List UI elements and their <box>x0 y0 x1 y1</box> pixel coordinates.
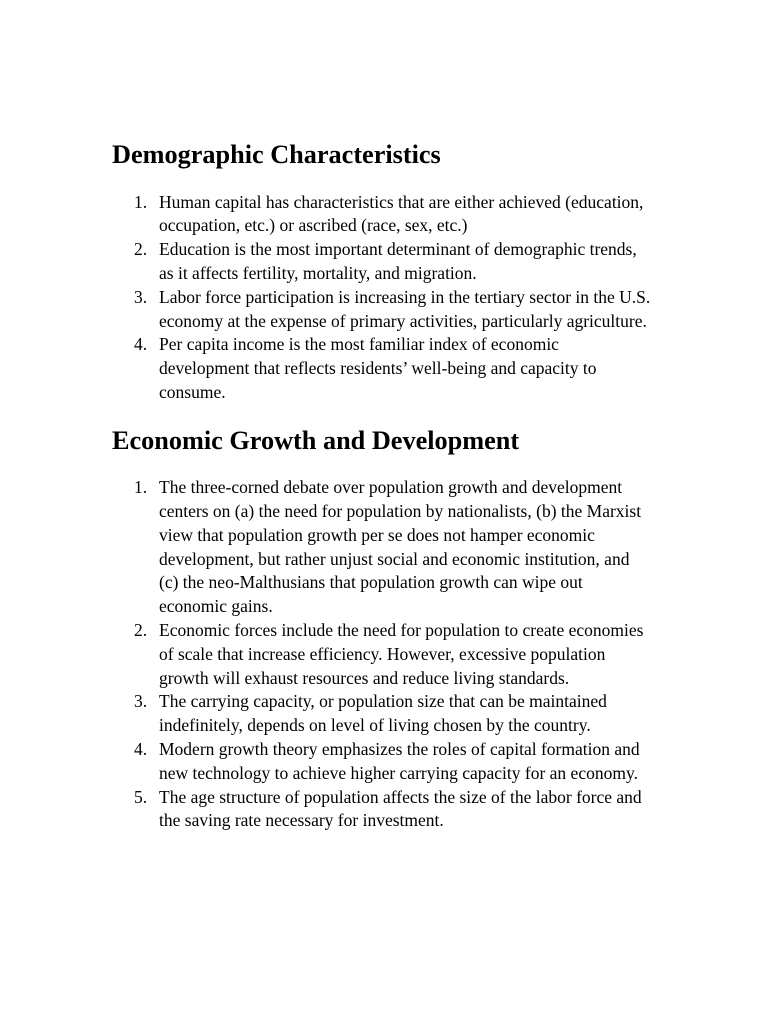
list-item-text: Modern growth theory emphasizes the roles of capital formation and new technology to achieve higher carrying capacity for an economy. <box>159 738 640 783</box>
demographic-list <box>112 191 652 405</box>
list-item-number: 3. <box>134 691 148 712</box>
section-heading-demographic: Demographic Characteristics <box>112 140 441 169</box>
list-item <box>112 191 652 239</box>
list-item-number: 3. <box>134 286 148 307</box>
list-item <box>112 333 652 404</box>
section-heading-economic-growth: Economic Growth and Development <box>112 425 520 455</box>
list-item-text: Human capital has characteristics that are either achieved (education, occupation, etc.) or ascribed (race, sex, etc.) <box>159 191 644 236</box>
list-item <box>112 286 652 334</box>
list-item <box>112 690 652 738</box>
list-item-number: 2. <box>134 239 148 260</box>
list-item-text: The carrying capacity, or population size that can be maintained indefinitely, depends on level of living chosen by the country. <box>159 691 607 736</box>
list-item <box>112 476 652 619</box>
list-item <box>112 786 652 834</box>
list-item-number: 2. <box>134 619 148 640</box>
list-item-text: Education is the most important determinant of demographic trends, as it affects fertility, mortality, and migration. <box>159 239 637 283</box>
list-item-number: 1. <box>134 191 148 212</box>
list-item-number: 5. <box>134 786 148 807</box>
list-item <box>112 238 652 286</box>
list-item-text: The age structure of population affects the size of the labor force and the saving rate necessary for investment. <box>159 786 642 831</box>
list-item <box>112 738 652 786</box>
list-item-number: 4. <box>134 334 148 355</box>
list-item-text: The three-corned debate over population growth and development centers on (a) the need for population by nationalists, (b) the Marxist view that population growth per se does not hamper economic development, but rather unjust social and economic institution, and (c) the neo-Malthusians that population growth can wipe out economic gains. <box>159 477 642 617</box>
list-item-text: Economic forces include the need for population to create economies of scale that increase efficiency. However, excessive population growth will exhaust resources and reduce living standards. <box>159 619 644 688</box>
list-item-text: Labor force participation is increasing in the tertiary sector in the U.S. economy at the expense of primary activities, particularly agriculture. <box>159 286 651 331</box>
document-body <box>112 140 652 857</box>
list-item <box>112 619 652 690</box>
list-item-text: Per capita income is the most familiar index of economic development that reflects residents’ well-being and capacity to consume. <box>159 334 597 402</box>
list-item-number: 4. <box>134 738 148 759</box>
economic-growth-list <box>112 476 652 833</box>
list-item-number: 1. <box>134 477 148 498</box>
